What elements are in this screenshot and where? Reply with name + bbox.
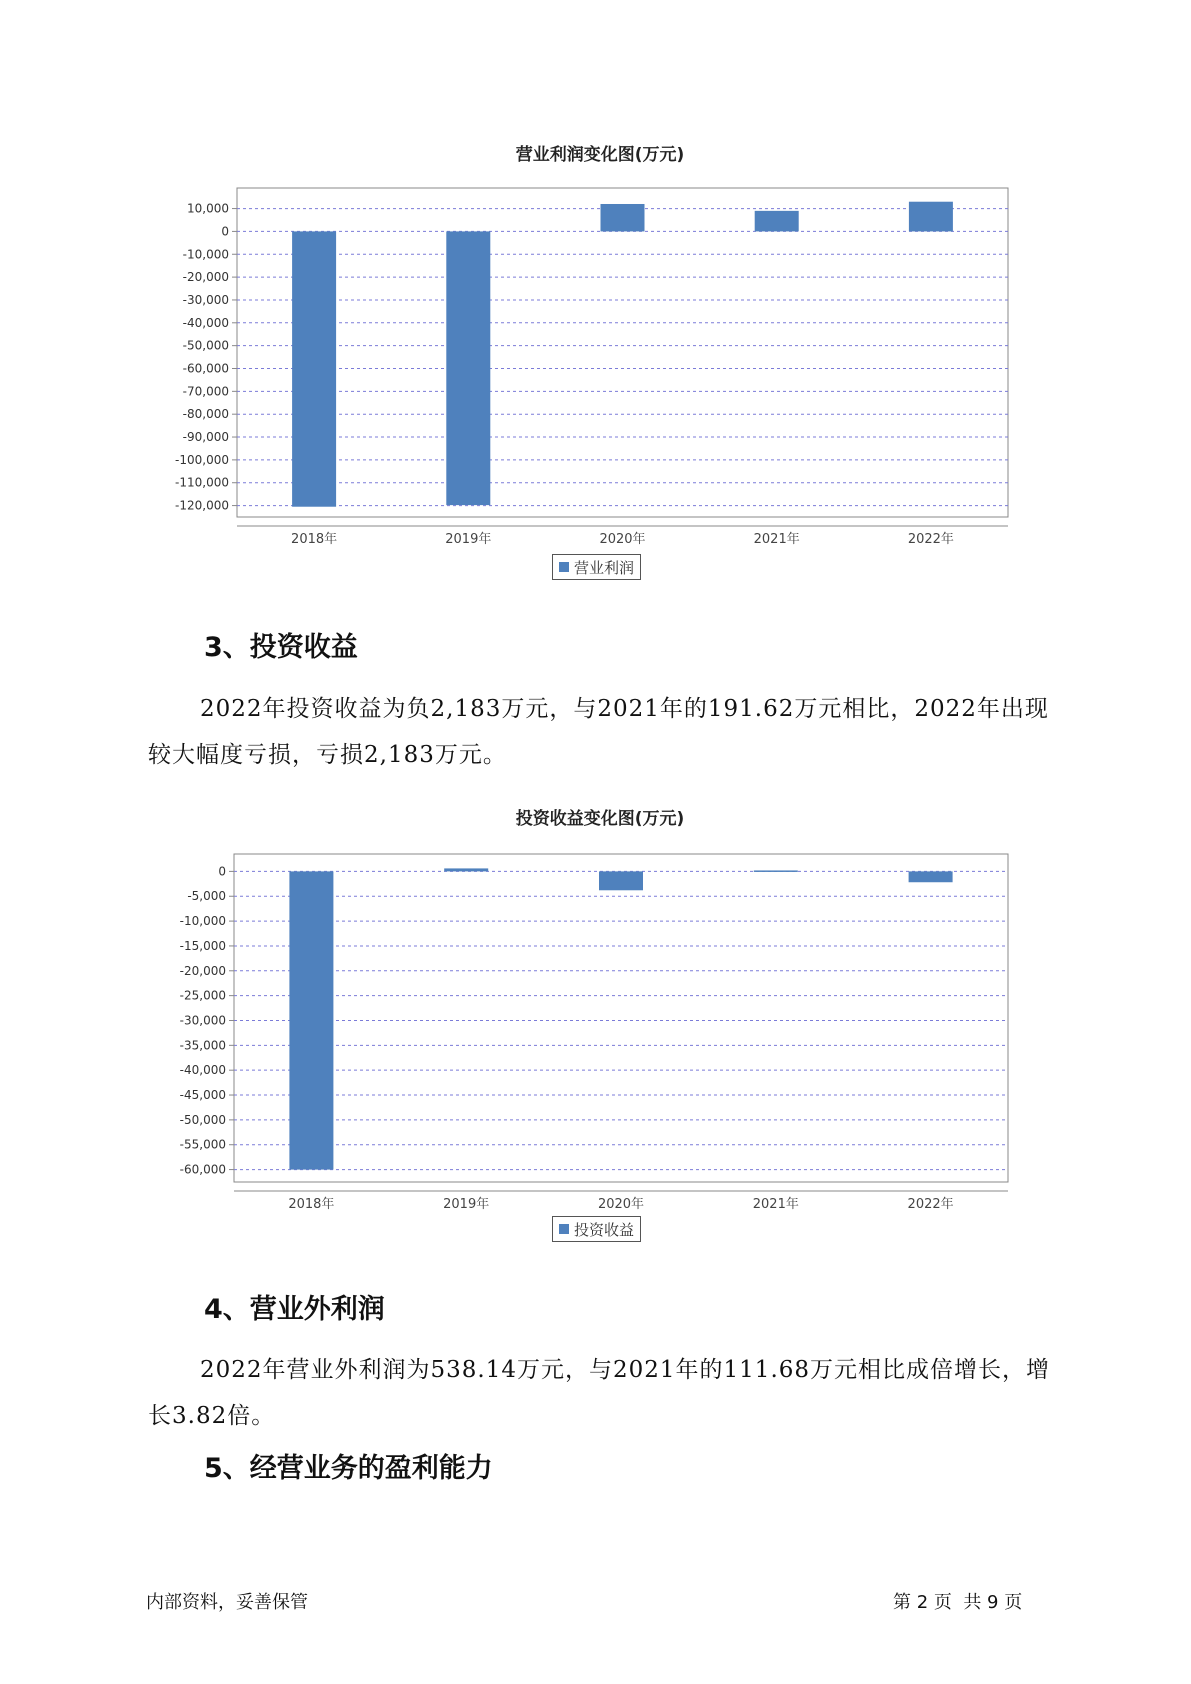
bar-2022年 [909, 202, 953, 232]
y-tick-label: -35,000 [179, 1038, 226, 1053]
chart-legend [552, 1216, 641, 1242]
y-tick-label: -100,000 [175, 452, 229, 467]
y-tick-label: -30,000 [182, 292, 229, 307]
x-tick-label: 2020年 [597, 1197, 645, 1212]
operating-profit-chart [150, 140, 1050, 600]
x-tick-label: 2021年 [753, 532, 800, 547]
y-tick-label: -60,000 [179, 1162, 226, 1177]
plot-area [234, 854, 1008, 1182]
section-heading-investment-income: 3、投资收益 [204, 632, 358, 663]
bar-2022年 [909, 871, 953, 882]
legend-swatch [559, 1224, 569, 1234]
investment-income-chart [150, 804, 1050, 1264]
y-tick-label: 0 [218, 864, 226, 879]
bar-2019年 [446, 231, 490, 505]
chart-title: 投资收益变化图(万元) [515, 809, 685, 829]
x-tick-label: 2018年 [288, 1197, 335, 1212]
x-tick-label: 2022年 [907, 1197, 954, 1212]
y-tick-label: -10,000 [182, 247, 229, 262]
y-tick-label: 10,000 [187, 201, 229, 216]
y-tick-label: -55,000 [179, 1137, 226, 1152]
y-tick-label: -80,000 [182, 407, 229, 422]
y-tick-label: -110,000 [175, 475, 229, 490]
y-tick-label: -15,000 [179, 938, 226, 953]
y-tick-label: -70,000 [182, 384, 229, 399]
y-tick-label: -5,000 [187, 889, 226, 904]
y-tick-label: -20,000 [179, 963, 226, 978]
x-tick-label: 2020年 [599, 532, 646, 547]
y-tick-label: -40,000 [182, 315, 229, 330]
legend-label: 投资收益 [574, 1220, 635, 1239]
x-tick-label: 2022年 [907, 532, 954, 547]
chart-canvas [150, 804, 1050, 1224]
bar-2020年 [599, 871, 643, 890]
bar-2018年 [292, 231, 336, 506]
plot-area [237, 188, 1008, 517]
x-tick-label: 2021年 [752, 1197, 799, 1212]
x-tick-label: 2018年 [291, 532, 338, 547]
y-tick-label: -45,000 [179, 1088, 226, 1103]
y-tick-label: 0 [221, 224, 229, 239]
bar-2020年 [601, 204, 645, 231]
y-tick-label: -50,000 [179, 1112, 226, 1127]
bar-2019年 [444, 868, 488, 871]
y-tick-label: -60,000 [182, 361, 229, 376]
section-heading-non-operating-profit: 4、营业外利润 [204, 1294, 385, 1325]
y-tick-label: -20,000 [182, 270, 229, 285]
chart-title: 营业利润变化图(万元) [515, 145, 685, 165]
y-tick-label: -25,000 [179, 988, 226, 1003]
bar-2018年 [289, 871, 333, 1169]
y-tick-label: -30,000 [179, 1013, 226, 1028]
y-tick-label: -90,000 [182, 430, 229, 445]
y-tick-label: -40,000 [179, 1063, 226, 1078]
x-tick-label: 2019年 [445, 532, 492, 547]
bar-2021年 [754, 870, 798, 872]
x-tick-label: 2019年 [443, 1197, 490, 1212]
chart-canvas [150, 140, 1050, 560]
legend-label: 营业利润 [574, 558, 635, 577]
chart-legend [552, 554, 641, 580]
footer-page-number: 第 2 页 共 9 页 [893, 1592, 1023, 1613]
non-operating-profit-paragraph: 2022年营业外利润为538.14万元，与2021年的111.68万元相比成倍增长，增长3.82倍。 [148, 1357, 1051, 1429]
footer-confidential-note: 内部资料，妥善保管 [146, 1592, 308, 1613]
investment-income-paragraph: 2022年投资收益为负2,183万元，与2021年的191.62万元相比，2022年出现较大幅度亏损，亏损2,183万元。 [148, 696, 1049, 768]
legend-swatch [559, 562, 569, 572]
y-tick-label: -50,000 [182, 338, 229, 353]
y-tick-label: -120,000 [175, 498, 229, 513]
y-tick-label: -10,000 [179, 914, 226, 929]
bar-2021年 [755, 211, 799, 232]
section-heading-profitability: 5、经营业务的盈利能力 [204, 1453, 493, 1484]
